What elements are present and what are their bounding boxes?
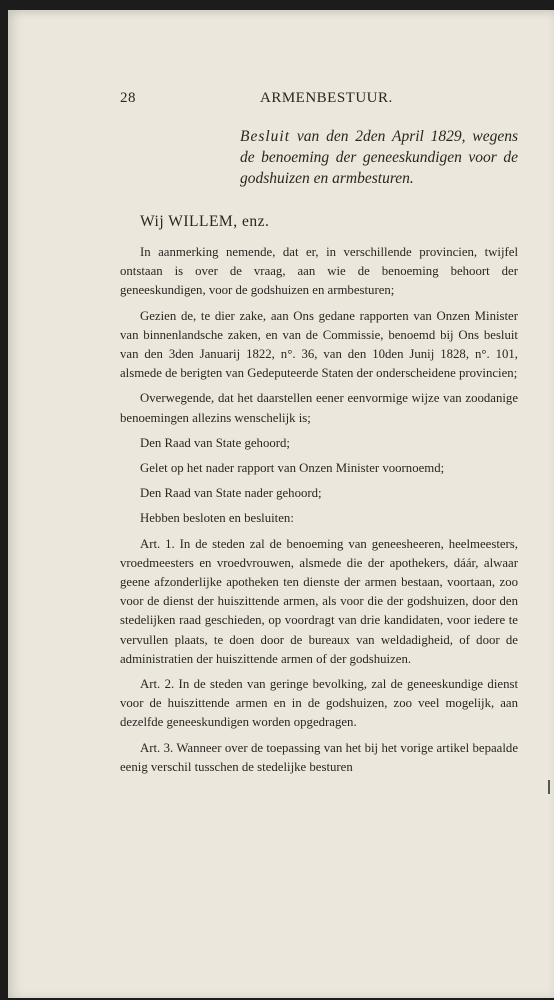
- book-page: [8, 10, 554, 998]
- paragraph: Hebben besloten en besluiten:: [140, 511, 294, 526]
- paragraph: In aanmerking nemende, dat er, in verschillende provincien, twijfel ontstaan is over de vraag, aan wie de benoeming behoort der geneeskundigen, voor de godshuizen en armbesturen;: [120, 245, 518, 298]
- article-1: Art. 1. In de steden zal de benoeming van geneesheeren, heelmeesters, vroedmeesters en vroedvrouwen, alsmede die der apothekers, dáár, alwaar geene afzonderlijke apotheken ten dienste der armen bestaan, voortaan, zoo voor de dienst der huiszittende armen, als voor die der godshuizen, door den stedelijken raad geschieden, op voordragt van drie kandidaten, voor iedere te vervullen plaats, te doen door de bureaux van weldadigheid, of door de administratien der huiszittende armen of der godshuizen.: [120, 536, 518, 666]
- page-edge-mark: [548, 780, 550, 794]
- paragraph: Den Raad van State nader gehoord;: [140, 486, 322, 501]
- paragraph: Gelet op het nader rapport van Onzen Minister voornoemd;: [140, 461, 445, 476]
- running-head: [120, 90, 518, 112]
- running-head-title: ARMENBESTUUR.: [260, 90, 393, 106]
- decree-body: [120, 243, 518, 777]
- decree-title-text: van den 2den April 1829, wegens de benoeming der geneeskundigen voor de godshuizen en armbesturen.: [240, 128, 518, 187]
- paragraph: Gezien de, te dier zake, aan Ons gedane rapporten van Onzen Minister van binnenlandsche zaken, en van de Commissie, benoemd bij Ons besluit van den 3den Januarij 1822, n°. 36, van den 10den Junij 1828, n°. 101, alsmede de berigten van Gedeputeerde Staten der onderscheidene provincien;: [120, 308, 518, 381]
- article-2: Art. 2. In de steden van geringe bevolking, zal de geneeskundige dienst voor de huiszittende armen en in de godshuizen, zoo veel mogelijk, aan dezelfde geneeskundigen worden opgedragen.: [120, 677, 518, 730]
- paragraph: Overwegende, dat het daarstellen eener eenvormige wijze van zoodanige benoemingen allezins wenschelijk is;: [120, 391, 518, 425]
- article-3: Art. 3. Wanneer over de toepassing van het bij het vorige artikel bepaalde eenig verschil tusschen de stedelijke besturen: [120, 740, 518, 774]
- decree-lead-word: Besluit: [240, 128, 291, 145]
- decree-title: [240, 126, 518, 189]
- page-content: [120, 90, 518, 783]
- page-number: 28: [120, 90, 136, 106]
- opening-formula: Wij WILLEM, enz.: [140, 213, 270, 230]
- paragraph: Den Raad van State gehoord;: [140, 435, 290, 450]
